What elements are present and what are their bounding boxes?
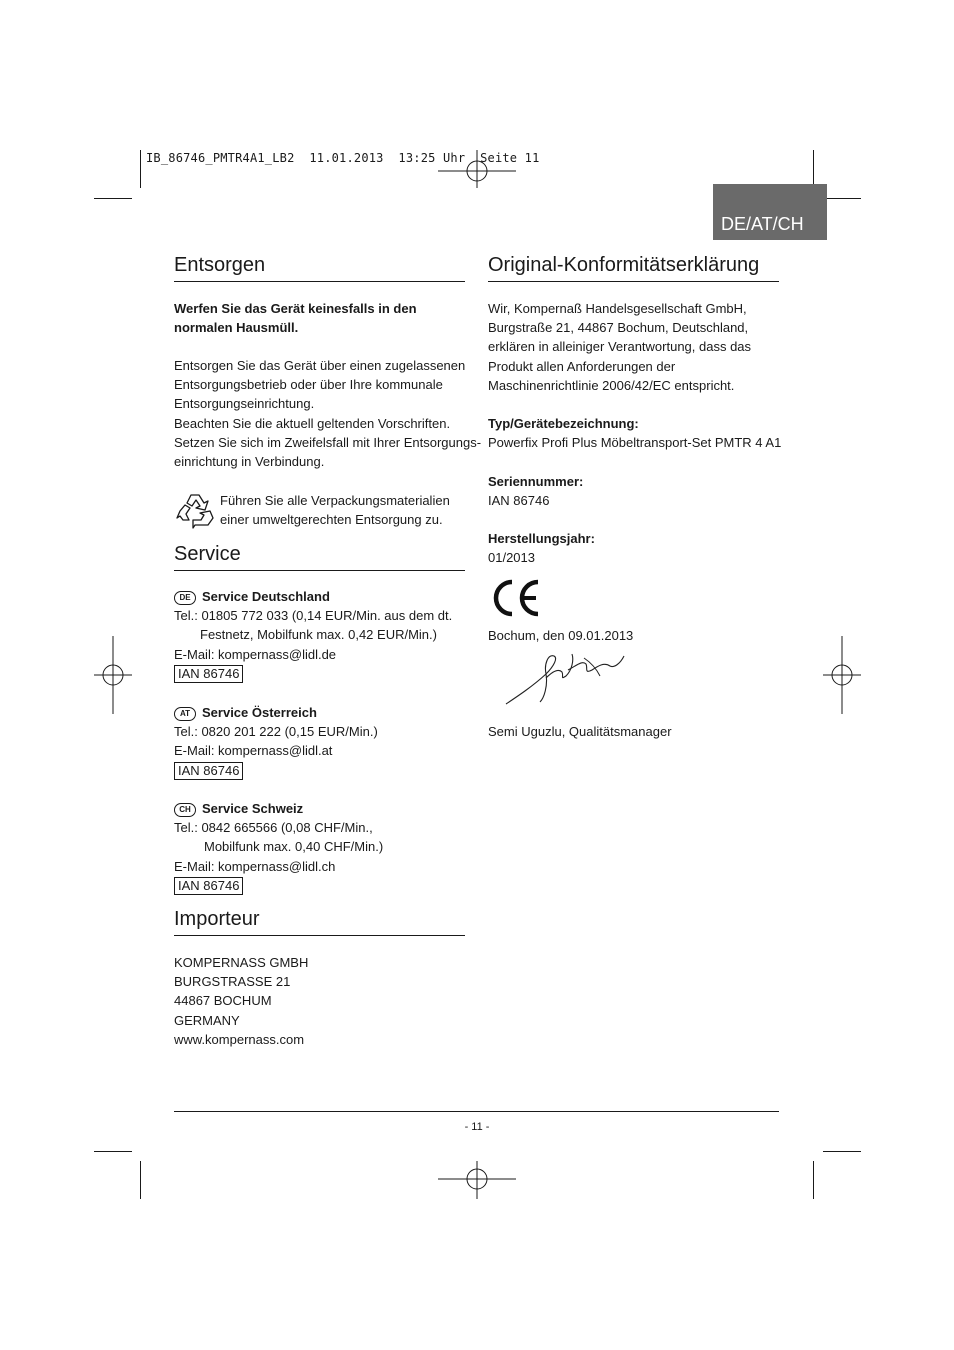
field-value: IAN 86746	[488, 493, 550, 509]
email-line: E-Mail: kompernass@lidl.at	[174, 743, 333, 759]
place-date: Bochum, den 09.01.2013	[488, 628, 634, 643]
crop-mark	[823, 198, 861, 199]
text-line: Werfen Sie das Gerät keinesfalls in den	[174, 301, 417, 316]
text-line: Entsorgungseinrichtung.	[174, 396, 315, 412]
phone-line: Festnetz, Mobilfunk max. 0,42 EUR/Min.)	[200, 627, 437, 643]
field-label: Herstellungsjahr:	[488, 531, 595, 546]
text-line: Setzen Sie sich im Zweifelsfall mit Ihrer Entsorgungs-	[174, 434, 482, 450]
text-line: Produkt allen Anforderungen der	[488, 358, 676, 374]
service-de	[174, 587, 452, 683]
text-line: GERMANY	[174, 1012, 240, 1028]
signatory: Semi Uguzlu, Qualitätsmanager	[488, 724, 672, 739]
language-tab-label: DE/AT/CH	[721, 214, 804, 234]
field-value: Powerfix Profi Plus Möbeltransport-Set PMTR 4 A1	[488, 435, 782, 451]
ce-mark-icon	[488, 578, 544, 618]
service-title: Service	[174, 543, 241, 565]
crop-mark	[823, 1151, 861, 1152]
text-line: KOMPERNASS GMBH	[174, 955, 309, 970]
text-line: 44867 BOCHUM	[174, 993, 272, 1009]
text-line: BURGSTRASSE 21	[174, 974, 291, 990]
text-line: Führen Sie alle Verpackungsmaterialien	[220, 493, 450, 508]
text-line: Entsorgen Sie das Gerät über einen zugelassenen	[174, 358, 466, 373]
manufacture-year	[488, 529, 595, 567]
print-slug: IB_86746_PMTR4A1_LB2 11.01.2013 13:25 Uhr Seite 11	[146, 151, 540, 165]
email-line: E-Mail: kompernass@lidl.ch	[174, 858, 336, 874]
text-line: normalen Hausmüll.	[174, 320, 299, 336]
field-label: Typ/Gerätebezeichnung:	[488, 416, 639, 431]
text-line: einer umweltgerechten Entsorgung zu.	[220, 512, 443, 528]
disposal-warning	[174, 299, 417, 337]
registration-mark-icon	[94, 636, 132, 714]
registration-mark-icon	[823, 636, 861, 714]
serial-number	[488, 472, 583, 510]
conformity-intro	[488, 299, 751, 395]
importer-title: Importeur	[174, 908, 260, 930]
disposal-title: Entsorgen	[174, 254, 266, 276]
crop-mark	[813, 1161, 814, 1199]
crop-mark	[140, 150, 141, 188]
website-link[interactable]: www.kompernass.com	[174, 1031, 305, 1047]
service-ch-heading	[174, 799, 383, 818]
section-rule	[174, 281, 465, 282]
heading-text: Service Deutschland	[202, 589, 330, 604]
service-ch	[174, 799, 383, 895]
heading-text: Service Schweiz	[202, 801, 304, 816]
text-line: erklären in alleiniger Verantwortung, dass das	[488, 339, 752, 355]
country-badge-at: AT	[174, 707, 196, 721]
section-rule	[174, 570, 465, 571]
signature-icon	[488, 646, 628, 716]
crop-mark	[94, 198, 132, 199]
importer-address	[174, 953, 308, 1049]
country-badge-ch: CH	[174, 803, 196, 817]
recycle-icon	[175, 491, 215, 529]
section-rule	[174, 935, 465, 936]
recycle-note	[220, 491, 450, 529]
text-line: Beachten Sie die aktuell geltenden Vorschriften.	[174, 415, 451, 431]
type-designation	[488, 414, 781, 452]
disposal-body	[174, 356, 481, 471]
text-line: Maschinenrichtlinie 2006/42/EC entspricht.	[488, 377, 735, 393]
language-tab	[713, 184, 827, 240]
email-line: E-Mail: kompernass@lidl.de	[174, 646, 337, 662]
ian-box: IAN 86746	[174, 665, 243, 683]
phone-line: Tel.: 01805 772 033 (0,14 EUR/Min. aus dem dt.	[174, 608, 453, 624]
conformity-title: Original-Konformitätserklärung	[488, 254, 760, 276]
service-at	[174, 703, 378, 780]
crop-mark	[94, 1151, 132, 1152]
registration-mark-icon	[438, 1161, 516, 1199]
text-line: Wir, Kompernaß Handelsgesellschaft GmbH,	[488, 301, 747, 316]
service-de-heading	[174, 587, 452, 606]
text-line: einrichtung in Verbindung.	[174, 454, 325, 470]
text-line: Burgstraße 21, 44867 Bochum, Deutschland,	[488, 320, 749, 336]
text-line: Entsorgungsbetrieb oder über Ihre kommunale	[174, 377, 443, 393]
crop-mark	[140, 1161, 141, 1199]
country-badge-de: DE	[174, 591, 196, 605]
ian-box: IAN 86746	[174, 877, 243, 895]
crop-mark	[813, 150, 814, 188]
phone-line: Tel.: 0820 201 222 (0,15 EUR/Min.)	[174, 724, 378, 740]
field-label: Seriennummer:	[488, 474, 584, 489]
footer-rule	[174, 1111, 779, 1112]
page-number: - 11 -	[464, 1121, 490, 1133]
field-value: 01/2013	[488, 550, 535, 566]
heading-text: Service Österreich	[202, 705, 317, 720]
section-rule	[488, 281, 779, 282]
phone-line: Mobilfunk max. 0,40 CHF/Min.)	[204, 839, 384, 855]
phone-line: Tel.: 0842 665566 (0,08 CHF/Min.,	[174, 820, 373, 836]
ian-box: IAN 86746	[174, 762, 243, 780]
service-at-heading	[174, 703, 378, 722]
